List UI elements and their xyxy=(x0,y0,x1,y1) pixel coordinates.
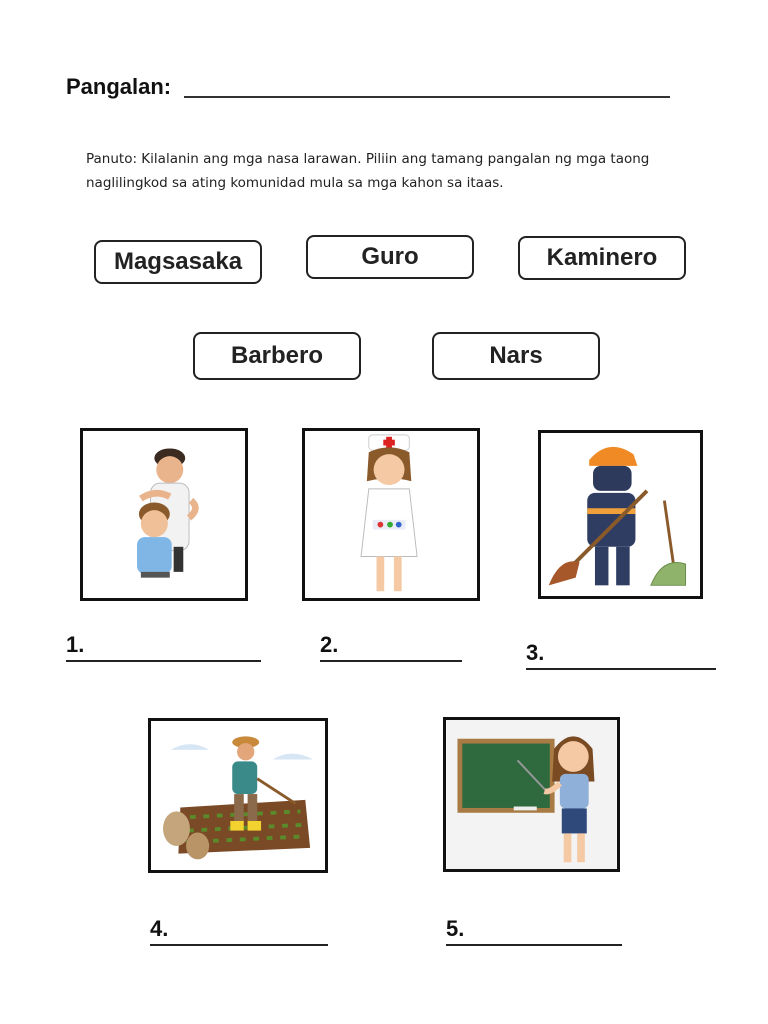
nurse-icon xyxy=(305,431,477,598)
name-row xyxy=(66,74,676,104)
answer-2[interactable]: 2. xyxy=(320,632,465,662)
answer-3[interactable]: 3. xyxy=(526,640,716,670)
instructions-text: Panuto: Kilalanin ang mga nasa larawan. Piliin ang tamang pangalan ng mga taong naglilingkod sa ating komunidad mula sa mga kahon sa itaas. xyxy=(86,151,650,191)
farmer-icon xyxy=(151,721,325,870)
word-box-magsasaka: Magsasaka xyxy=(94,240,262,284)
picture-4 xyxy=(148,718,328,873)
answer-5[interactable]: 5. xyxy=(446,916,622,946)
word-box-kaminero: Kaminero xyxy=(518,236,686,280)
answer-1[interactable]: 1. xyxy=(66,632,266,662)
picture-1 xyxy=(80,428,248,601)
name-label: Pangalan: xyxy=(66,74,172,99)
word-box-nars: Nars xyxy=(432,332,600,380)
picture-2 xyxy=(302,428,480,601)
street-sweeper-icon xyxy=(541,433,700,596)
word-box-guro: Guro xyxy=(306,235,474,279)
picture-3 xyxy=(538,430,703,599)
teacher-icon xyxy=(446,720,617,869)
word-box-barbero: Barbero xyxy=(193,332,361,380)
name-input-line[interactable] xyxy=(184,96,670,98)
answer-4[interactable]: 4. xyxy=(150,916,330,946)
picture-5 xyxy=(443,717,620,872)
barber-icon xyxy=(83,431,245,598)
